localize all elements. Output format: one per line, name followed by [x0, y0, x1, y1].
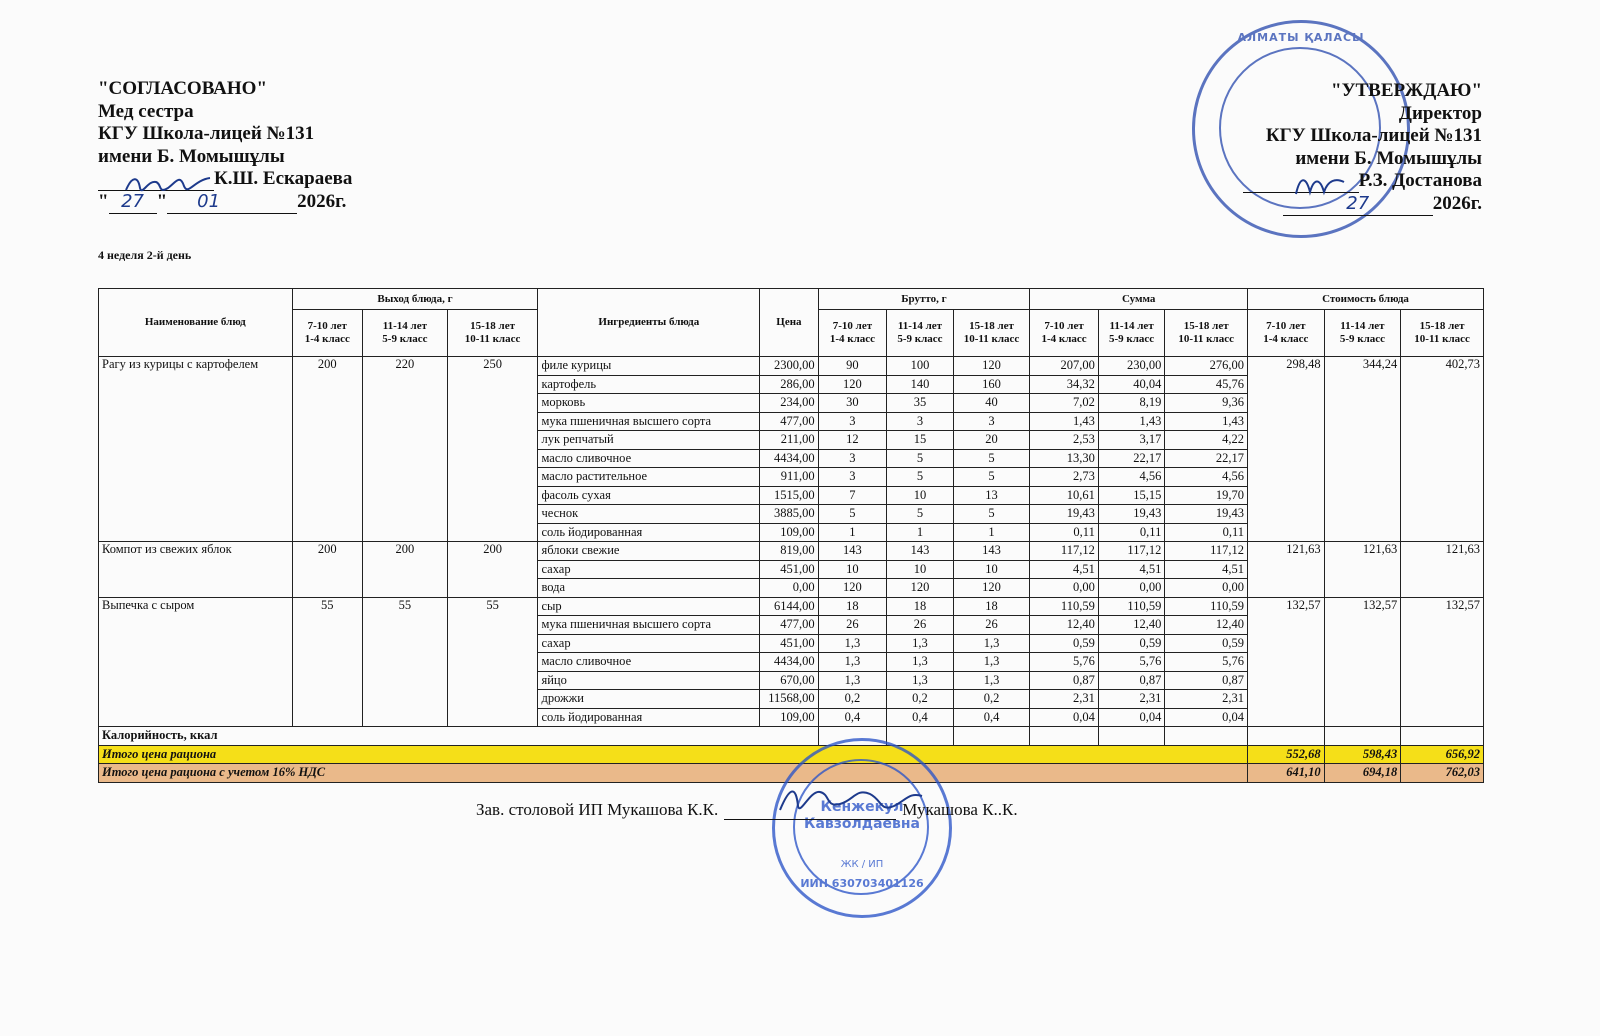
header-grade: 1-4 класс	[1041, 333, 1087, 345]
ingredient-brutto: 7	[818, 486, 887, 505]
dish-output: 200	[447, 542, 538, 598]
approval-left-role: Мед сестра	[98, 100, 194, 122]
approval-right-org2: имени Б. Момышұлы	[1295, 147, 1482, 169]
ingredient-sum: 2,73	[1030, 468, 1099, 487]
approval-left-signer: К.Ш. Ескараева	[214, 168, 353, 189]
approval-right-signer: Р.З. Достанова	[1358, 170, 1482, 191]
ingredient-sum: 0,59	[1098, 634, 1165, 653]
ingredient-brutto: 1,3	[953, 671, 1030, 690]
dish-output: 200	[363, 542, 448, 598]
ingredient-price: 11568,00	[760, 690, 818, 709]
approval-left-org: КГУ Школа-лицей №131	[98, 123, 315, 144]
ingredient-sum: 22,17	[1098, 449, 1165, 468]
header-age: 7-10 лет	[832, 320, 873, 332]
ingredient-brutto: 1,3	[887, 671, 954, 690]
dish-cost: 132,57	[1401, 597, 1484, 727]
header-grade: 5-9 класс	[1108, 333, 1155, 345]
ingredient-sum: 10,61	[1030, 486, 1099, 505]
ingredient-brutto: 5	[887, 468, 954, 487]
header-price: Цена	[760, 289, 818, 357]
ingredient-sum: 4,51	[1030, 560, 1099, 579]
ingredient-price: 4434,00	[760, 653, 818, 672]
dish-output: 55	[363, 597, 448, 727]
header-age-brutto-2	[953, 310, 1030, 357]
date-day: 27	[1283, 193, 1433, 217]
dish-cost: 121,63	[1324, 542, 1401, 598]
ingredient-brutto: 0,4	[953, 708, 1030, 727]
ingredient-brutto: 5	[818, 505, 887, 524]
ingredient-brutto: 35	[887, 394, 954, 413]
dish-output: 220	[363, 357, 448, 542]
ingredient-sum: 40,04	[1098, 375, 1165, 394]
ingredient-name: масло растительное	[538, 468, 760, 487]
ingredient-sum: 0,11	[1165, 523, 1248, 542]
total-row-value: 656,92	[1401, 745, 1484, 764]
header-age: 7-10 лет	[1266, 320, 1306, 332]
ingredient-sum: 13,30	[1030, 449, 1099, 468]
ingredient-price: 109,00	[760, 523, 818, 542]
ingredient-name: масло сливочное	[538, 653, 760, 672]
ingredient-brutto: 5	[953, 449, 1030, 468]
header-age: 15-18 лет	[1183, 320, 1229, 332]
ingredient-name: дрожжи	[538, 690, 760, 709]
dish-name: Выпечка с сыром	[99, 597, 293, 727]
dish-output: 200	[292, 542, 363, 598]
dish-output: 55	[447, 597, 538, 727]
ingredient-sum: 276,00	[1165, 357, 1248, 376]
ingredient-name: чеснок	[538, 505, 760, 524]
ingredient-sum: 0,59	[1030, 634, 1099, 653]
header-age: 15-18 лет	[969, 320, 1014, 332]
ingredient-sum: 45,76	[1165, 375, 1248, 394]
stamp-ip-iin: ИИН 630703401126	[800, 877, 924, 890]
ingredient-brutto: 1,3	[818, 653, 887, 672]
ingredient-brutto: 0,4	[887, 708, 954, 727]
ingredient-sum: 0,87	[1030, 671, 1099, 690]
ingredient-price: 451,00	[760, 560, 818, 579]
ingredient-brutto: 1	[818, 523, 887, 542]
ingredient-sum: 34,32	[1030, 375, 1099, 394]
ingredient-brutto: 143	[887, 542, 954, 561]
ingredient-price: 6144,00	[760, 597, 818, 616]
header-sum: Сумма	[1030, 289, 1248, 310]
ingredient-sum: 8,19	[1098, 394, 1165, 413]
ingredient-sum: 117,12	[1098, 542, 1165, 561]
ingredient-sum: 1,43	[1165, 412, 1248, 431]
ingredient-price: 109,00	[760, 708, 818, 727]
header-age-output-1	[363, 310, 448, 357]
header-age: 7-10 лет	[1044, 320, 1084, 332]
ingredient-brutto: 1,3	[887, 653, 954, 672]
header-age-brutto-0	[818, 310, 887, 357]
ingredient-brutto: 10	[953, 560, 1030, 579]
ingredient-brutto: 120	[953, 579, 1030, 598]
ingredient-brutto: 30	[818, 394, 887, 413]
header-grade: 5-9 класс	[897, 333, 943, 345]
total-row-value: 552,68	[1248, 745, 1325, 764]
calories-cell	[953, 727, 1030, 746]
ingredient-name: картофель	[538, 375, 760, 394]
approval-right-title: "УТВЕРЖДАЮ"	[1331, 80, 1482, 101]
dish-name: Рагу из курицы с картофелем	[99, 357, 293, 542]
ingredient-sum: 0,11	[1030, 523, 1099, 542]
header-age: 11-14 лет	[1340, 320, 1385, 332]
ingredient-sum: 0,11	[1098, 523, 1165, 542]
ingredient-sum: 12,40	[1030, 616, 1099, 635]
ingredient-name: сыр	[538, 597, 760, 616]
date-quote: "	[98, 190, 109, 212]
medsister-signature-icon	[118, 170, 218, 200]
ingredient-sum: 117,12	[1030, 542, 1099, 561]
calories-cell	[1324, 727, 1401, 746]
ingredient-price: 211,00	[760, 431, 818, 450]
ingredient-sum: 19,43	[1165, 505, 1248, 524]
ingredient-brutto: 40	[953, 394, 1030, 413]
ingredient-price: 911,00	[760, 468, 818, 487]
ingredient-price: 477,00	[760, 616, 818, 635]
header-output: Выход блюда, г	[292, 289, 538, 310]
ingredient-name: вода	[538, 579, 760, 598]
ingredient-price: 4434,00	[760, 449, 818, 468]
ingredient-sum: 4,22	[1165, 431, 1248, 450]
ingredient-sum: 3,17	[1098, 431, 1165, 450]
ingredient-sum: 4,51	[1098, 560, 1165, 579]
ingredient-sum: 207,00	[1030, 357, 1099, 376]
header-age-brutto-1	[887, 310, 954, 357]
ingredient-brutto: 140	[887, 375, 954, 394]
dish-name: Компот из свежих яблок	[99, 542, 293, 598]
header-age: 15-18 лет	[1419, 320, 1465, 332]
ingredient-sum: 110,59	[1098, 597, 1165, 616]
ingredient-sum: 0,04	[1165, 708, 1248, 727]
ingredient-brutto: 120	[818, 375, 887, 394]
footer-signature	[476, 800, 1018, 820]
total-row-value: 598,43	[1324, 745, 1401, 764]
header-age: 11-14 лет	[382, 320, 428, 332]
ingredient-brutto: 5	[887, 505, 954, 524]
calories-row	[99, 727, 1484, 746]
calories-label: Калорийность, ккал	[99, 727, 819, 746]
header-grade: 1-4 класс	[829, 333, 876, 345]
ingredient-price: 286,00	[760, 375, 818, 394]
ingredient-sum: 0,59	[1165, 634, 1248, 653]
ingredient-brutto: 3	[953, 412, 1030, 431]
ingredient-price: 477,00	[760, 412, 818, 431]
ingredient-price: 819,00	[760, 542, 818, 561]
header-age-cost-2	[1401, 310, 1484, 357]
ingredient-name: масло сливочное	[538, 449, 760, 468]
canteen-head-signature-icon	[770, 782, 930, 822]
calories-cell	[887, 727, 954, 746]
menu-table-body	[99, 357, 1484, 783]
ingredient-sum: 7,02	[1030, 394, 1099, 413]
ingredient-sum: 2,31	[1165, 690, 1248, 709]
ingredient-sum: 0,87	[1165, 671, 1248, 690]
ingredient-price: 670,00	[760, 671, 818, 690]
ip-stamp-icon	[772, 738, 952, 918]
dish-output: 55	[292, 597, 363, 727]
ingredient-brutto: 1	[887, 523, 954, 542]
stamp-ring-text: АЛМАТЫ ҚАЛАСЫ	[1237, 31, 1365, 44]
calories-cell	[1098, 727, 1165, 746]
dish-output: 250	[447, 357, 538, 542]
ingredient-brutto: 13	[953, 486, 1030, 505]
ingredient-brutto: 5	[953, 468, 1030, 487]
ingredient-brutto: 1,3	[953, 653, 1030, 672]
header-grade: 10-11 класс	[1414, 333, 1470, 345]
header-grade: 1-4 класс	[304, 333, 350, 345]
menu-table	[98, 288, 1484, 783]
ingredient-brutto: 0,2	[953, 690, 1030, 709]
header-grade: 10-11 класс	[1178, 333, 1234, 345]
ingredient-brutto: 18	[887, 597, 954, 616]
ingredient-price: 0,00	[760, 579, 818, 598]
ingredient-brutto: 5	[953, 505, 1030, 524]
ingredient-name: яйцо	[538, 671, 760, 690]
ingredient-sum: 230,00	[1098, 357, 1165, 376]
table-row	[99, 597, 1484, 616]
director-signature-icon	[1290, 172, 1350, 200]
header-age-cost-1	[1324, 310, 1401, 357]
ingredient-brutto: 26	[818, 616, 887, 635]
ingredient-sum: 15,15	[1098, 486, 1165, 505]
ingredient-brutto: 120	[887, 579, 954, 598]
ingredient-name: соль йодированная	[538, 523, 760, 542]
ingredient-brutto: 0,4	[818, 708, 887, 727]
ingredient-brutto: 120	[818, 579, 887, 598]
calories-cell	[1165, 727, 1248, 746]
ingredient-sum: 0,00	[1165, 579, 1248, 598]
dish-cost: 132,57	[1248, 597, 1325, 727]
ingredient-sum: 0,04	[1098, 708, 1165, 727]
header-age-sum-1	[1098, 310, 1165, 357]
approval-right-role: Директор	[1398, 102, 1482, 124]
total-nds-row-value: 762,03	[1401, 764, 1484, 783]
ingredient-brutto: 0,2	[887, 690, 954, 709]
ingredient-brutto: 20	[953, 431, 1030, 450]
ingredient-brutto: 1,3	[818, 671, 887, 690]
dish-cost: 344,24	[1324, 357, 1401, 542]
ingredient-sum: 4,51	[1165, 560, 1248, 579]
ingredient-sum: 9,36	[1165, 394, 1248, 413]
ingredient-sum: 1,43	[1030, 412, 1099, 431]
stamp-ip-name-line2: Кавзолдаевна	[804, 816, 920, 832]
ingredient-brutto: 0,2	[818, 690, 887, 709]
total-nds-row-value: 641,10	[1248, 764, 1325, 783]
ingredient-brutto: 90	[818, 357, 887, 376]
ingredient-brutto: 160	[953, 375, 1030, 394]
header-age-output-2	[447, 310, 538, 357]
ingredient-sum: 2,53	[1030, 431, 1099, 450]
ingredient-brutto: 3	[887, 412, 954, 431]
ingredient-sum: 19,70	[1165, 486, 1248, 505]
ingredient-sum: 4,56	[1098, 468, 1165, 487]
total-row	[99, 745, 1484, 764]
ingredient-name: морковь	[538, 394, 760, 413]
ingredient-brutto: 26	[953, 616, 1030, 635]
header-cost: Стоимость блюда	[1248, 289, 1484, 310]
stamp-ip-sub: ЖК / ИП	[840, 859, 884, 870]
ingredient-name: яблоки свежие	[538, 542, 760, 561]
ingredient-sum: 110,59	[1165, 597, 1248, 616]
ingredient-name: фасоль сухая	[538, 486, 760, 505]
ingredient-price: 451,00	[760, 634, 818, 653]
ingredient-name: филе курицы	[538, 357, 760, 376]
ingredient-sum: 1,43	[1098, 412, 1165, 431]
stamp-ip-name-line1: Кенжекул	[820, 799, 904, 815]
ingredient-name: сахар	[538, 634, 760, 653]
ingredient-brutto: 18	[818, 597, 887, 616]
header-ingredients: Ингредиенты блюда	[538, 289, 760, 357]
ingredient-sum: 5,76	[1165, 653, 1248, 672]
ingredient-brutto: 1,3	[818, 634, 887, 653]
header-grade: 5-9 класс	[1339, 333, 1385, 345]
week-day-label: 4 неделя 2-й день	[98, 248, 192, 262]
header-age: 11-14 лет	[1109, 320, 1154, 332]
ingredient-sum: 12,40	[1098, 616, 1165, 635]
ingredient-brutto: 1,3	[887, 634, 954, 653]
date-month: 01	[167, 191, 297, 215]
ingredient-brutto: 15	[887, 431, 954, 450]
ingredient-sum: 0,00	[1098, 579, 1165, 598]
dish-output: 200	[292, 357, 363, 542]
date-day: 27	[109, 191, 157, 215]
ingredient-name: мука пшеничная высшего сорта	[538, 412, 760, 431]
ingredient-brutto: 3	[818, 449, 887, 468]
header-age-sum-2	[1165, 310, 1248, 357]
ingredient-sum: 4,56	[1165, 468, 1248, 487]
calories-cell	[1030, 727, 1099, 746]
ingredient-brutto: 143	[818, 542, 887, 561]
ingredient-sum: 110,59	[1030, 597, 1099, 616]
ingredient-sum: 22,17	[1165, 449, 1248, 468]
header-grade: 10-11 класс	[963, 333, 1020, 345]
ingredient-brutto: 120	[953, 357, 1030, 376]
header-dish-name: Наименование блюд	[99, 289, 293, 357]
ingredient-sum: 117,12	[1165, 542, 1248, 561]
ingredient-name: соль йодированная	[538, 708, 760, 727]
date-quote: "	[156, 190, 168, 212]
table-row	[99, 542, 1484, 561]
ingredient-sum: 2,31	[1030, 690, 1099, 709]
dish-cost: 298,48	[1248, 357, 1325, 542]
header-age-output-0	[292, 310, 363, 357]
header-age: 15-18 лет	[470, 320, 516, 332]
header-grade: 1-4 класс	[1263, 333, 1309, 345]
ingredient-brutto: 18	[953, 597, 1030, 616]
header-age: 7-10 лет	[307, 320, 347, 332]
ingredient-brutto: 3	[818, 412, 887, 431]
ingredient-name: мука пшеничная высшего сорта	[538, 616, 760, 635]
footer-left-text: Зав. столовой ИП Мукашова К.К.	[476, 800, 719, 819]
ingredient-sum: 5,76	[1098, 653, 1165, 672]
approval-right-org: КГУ Школа-лицей №131	[1265, 125, 1482, 146]
ingredient-name: лук репчатый	[538, 431, 760, 450]
ingredient-brutto: 1	[953, 523, 1030, 542]
approval-left-title: "СОГЛАСОВАНО"	[98, 78, 268, 99]
ingredient-price: 234,00	[760, 394, 818, 413]
header-grade: 10-11 класс	[464, 333, 521, 345]
total-nds-row-value: 694,18	[1324, 764, 1401, 783]
ingredient-sum: 5,76	[1030, 653, 1099, 672]
header-age: 11-14 лет	[897, 320, 943, 332]
calories-cell	[1401, 727, 1484, 746]
date-year: 2026г.	[1432, 192, 1482, 214]
ingredient-brutto: 10	[887, 486, 954, 505]
ingredient-sum: 19,43	[1098, 505, 1165, 524]
ingredient-sum: 0,87	[1098, 671, 1165, 690]
table-row	[99, 357, 1484, 376]
ingredient-brutto: 10	[887, 560, 954, 579]
ingredient-price: 2300,00	[760, 357, 818, 376]
calories-cell	[1248, 727, 1325, 746]
header-brutto: Брутто, г	[818, 289, 1030, 310]
dish-cost: 132,57	[1324, 597, 1401, 727]
total-row-label: Итого цена рациона	[99, 745, 1248, 764]
ingredient-price: 1515,00	[760, 486, 818, 505]
ingredient-brutto: 26	[887, 616, 954, 635]
header-age-cost-0	[1248, 310, 1325, 357]
ingredient-sum: 0,04	[1030, 708, 1099, 727]
ingredient-brutto: 1,3	[953, 634, 1030, 653]
ingredient-sum: 12,40	[1165, 616, 1248, 635]
ingredient-sum: 19,43	[1030, 505, 1099, 524]
ingredient-name: сахар	[538, 560, 760, 579]
approval-left-org2: имени Б. Момышұлы	[98, 145, 285, 167]
ingredient-brutto: 143	[953, 542, 1030, 561]
header-grade: 5-9 класс	[382, 333, 428, 345]
ingredient-brutto: 100	[887, 357, 954, 376]
dish-cost: 402,73	[1401, 357, 1484, 542]
ingredient-brutto: 3	[818, 468, 887, 487]
ingredient-brutto: 10	[818, 560, 887, 579]
date-year: 2026г.	[297, 190, 347, 212]
ingredient-sum: 2,31	[1098, 690, 1165, 709]
ingredient-brutto: 12	[818, 431, 887, 450]
ingredient-price: 3885,00	[760, 505, 818, 524]
header-age-sum-0	[1030, 310, 1099, 357]
ingredient-brutto: 5	[887, 449, 954, 468]
total-nds-row-label: Итого цена рациона с учетом 16% НДС	[99, 764, 1248, 783]
ingredient-sum: 0,00	[1030, 579, 1099, 598]
dish-cost: 121,63	[1248, 542, 1325, 598]
dish-cost: 121,63	[1401, 542, 1484, 598]
footer-right-text: Мукашова К..К.	[902, 800, 1018, 819]
